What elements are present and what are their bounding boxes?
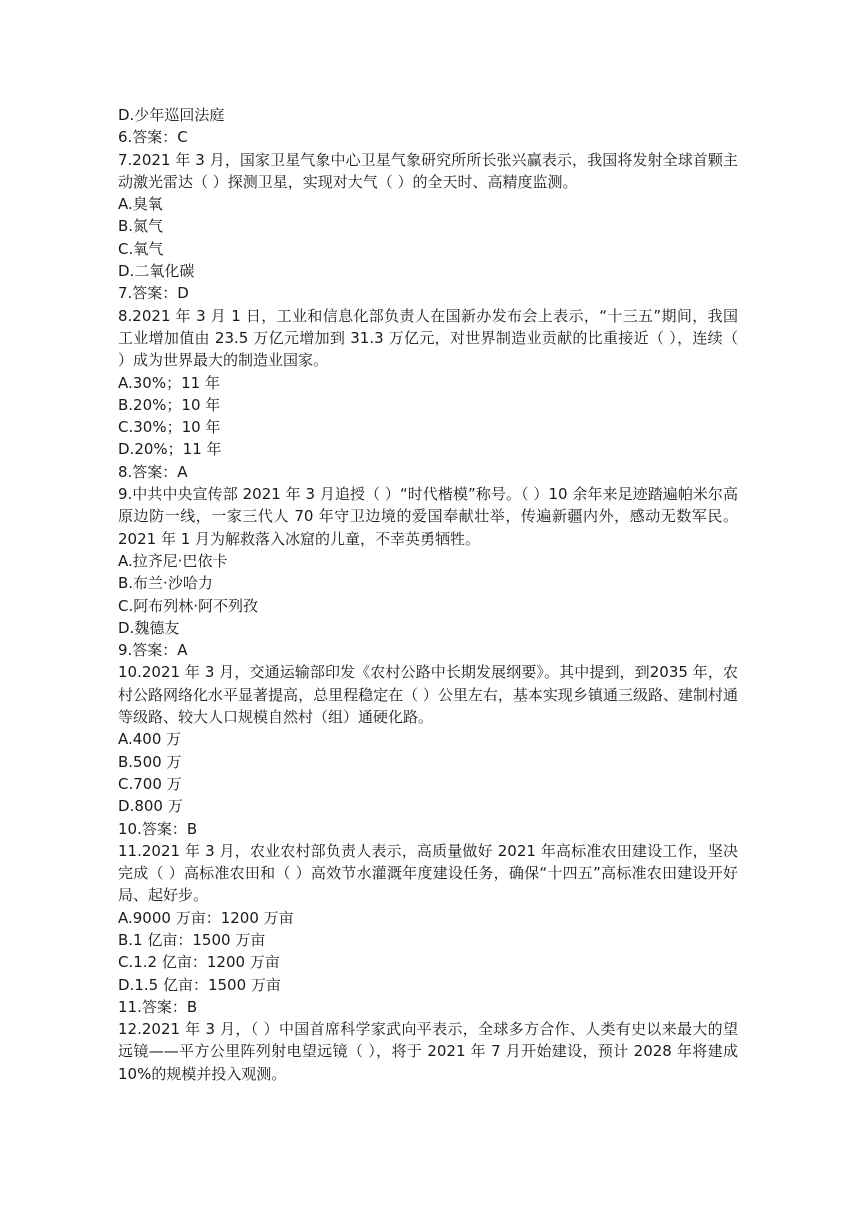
option-line: D.魏德友 xyxy=(118,618,180,637)
option-line: D.二氧化碳 xyxy=(118,262,195,281)
option-line: B.布兰·沙哈力 xyxy=(118,574,213,593)
question-stem: 12.2021 年 3 月，（ ）中国首席科学家武向平表示，全球多方合作、人类有史以来最大的望远镜——平方公里阵列射电望远镜（ ），将于 2021 年 7 月开始建设，预计 2028 年将建成 10%的规模并投入观测。 xyxy=(118,1020,738,1083)
question-stem: 10.2021 年 3 月，交通运输部印发《农村公路中长期发展纲要》。其中提到，到2035 年，农村公路网络化水平显著提高，总里程稳定在（ ）公里左右，基本实现乡镇通三级路、建制村通等级路、较大人口规模自然村（组）通硬化路。 xyxy=(118,663,738,727)
option-line: D.800 万 xyxy=(118,797,183,816)
question-stem: 11.2021 年 3 月，农业农村部负责人表示，高质量做好 2021 年高标准农田建设工作，坚决完成（ ）高标准农田和（ ）高效节水灌溉年度建设任务，确保“十四五”高标准农田建设开好局、起好步。 xyxy=(118,841,738,905)
option-line: A.臭氧 xyxy=(118,195,163,214)
option-line: C.阿布列林·阿不列孜 xyxy=(118,596,259,615)
answer-line: 11.答案：B xyxy=(118,997,198,1016)
option-line: C.700 万 xyxy=(118,774,182,793)
option-line: A.拉齐尼·巴依卡 xyxy=(118,551,228,570)
answer-line: 6.答案：C xyxy=(118,128,188,147)
answer-line: 10.答案：B xyxy=(118,819,198,838)
answer-line: 7.答案：D xyxy=(118,284,189,303)
option-line: A.9000 万亩：1200 万亩 xyxy=(118,908,294,927)
question-stem: 8.2021 年 3 月 1 日，工业和信息化部负责人在国新办发布会上表示，“十三五”期间，我国工业增加值由 23.5 万亿元增加到 31.3 万亿元，对世界制造业贡献的比重接近（ ），连续（ ）成为世界最大的制造业国家。 xyxy=(118,306,738,370)
option-line: B.20%；10 年 xyxy=(118,395,221,414)
option-line: C.30%；10 年 xyxy=(118,418,221,437)
option-line: C.氧气 xyxy=(118,239,164,258)
option-line: B.氮气 xyxy=(118,217,164,236)
option-line: D.少年巡回法庭 xyxy=(118,106,225,124)
option-line: A.30%；11 年 xyxy=(118,373,220,392)
answer-line: 8.答案：A xyxy=(118,462,188,481)
option-line: A.400 万 xyxy=(118,730,182,749)
option-line: D.1.5 亿亩：1500 万亩 xyxy=(118,975,281,994)
question-stem: 9.中共中央宣传部 2021 年 3 月追授（ ）“时代楷模”称号。（ ）10 余年来足迹踏遍帕米尔高原边防一线，一家三代人 70 年守卫边境的爱国奉献壮举，传遍新疆内外，感动无数军民。2021 年 1 月为解救落入冰窟的儿童，不幸英勇牺牲。 xyxy=(118,485,738,548)
document-body xyxy=(118,104,738,1085)
option-line: D.20%；11 年 xyxy=(118,440,222,459)
question-stem: 7.2021 年 3 月，国家卫星气象中心卫星气象研究所所长张兴赢表示，我国将发射全球首颗主动激光雷达（ ）探测卫星，实现对大气（ ）的全天时、高精度监测。 xyxy=(118,150,738,191)
option-line: B.500 万 xyxy=(118,752,182,771)
answer-line: 9.答案：A xyxy=(118,641,188,660)
option-line: B.1 亿亩：1500 万亩 xyxy=(118,930,266,949)
option-line: C.1.2 亿亩：1200 万亩 xyxy=(118,953,280,972)
